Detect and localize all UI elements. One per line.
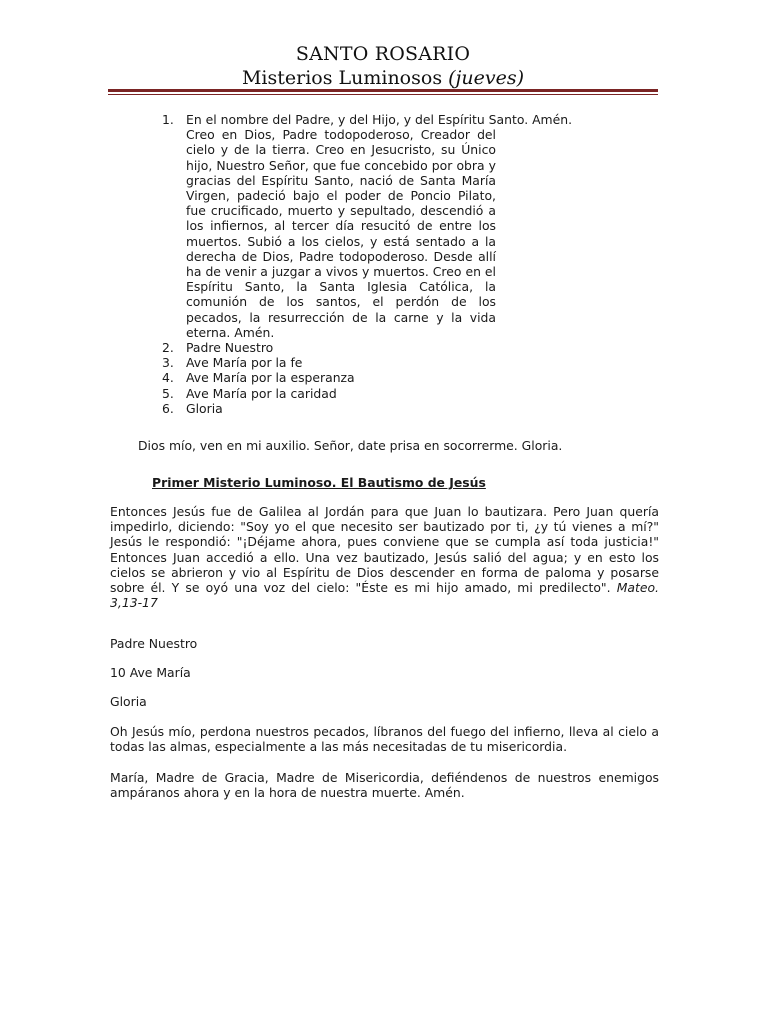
list-item-number: 1. xyxy=(162,112,174,127)
list-item xyxy=(140,386,496,401)
list-item-text: Ave María por la esperanza xyxy=(186,370,355,386)
list-item xyxy=(140,340,496,355)
list-item-number: 2. xyxy=(162,340,174,356)
subtitle-main: Misterios Luminosos xyxy=(241,67,449,89)
subtitle-day: (jueves) xyxy=(448,67,525,89)
gospel-paragraph xyxy=(110,504,659,610)
gospel-reference: Mateo. 3,13-17 xyxy=(110,580,659,611)
oh-jesus-paragraph: Oh Jesús mío, perdona nuestros pecados, líbranos del fuego del infierno, lleva al cielo a todas las almas, especialmente a las más necesitadas de tu misericordia. xyxy=(110,724,659,755)
gospel-text: Entonces Jesús fue de Galilea al Jordán para que Juan lo bautizara. Pero Juan quería impedirlo, diciendo: "Soy yo el que necesito ser bautizado por ti, ¿y tú vienes a mí?" Jesús le respondió: "¡Déjame ahora, pues conviene que se cumpla así toda justicia!" Entonces Juan accedió a ello. Una vez bautizado, Jesús salió del agua; y en esto los cielos se abrieron y vio al Espíritu de Dios descender en forma de paloma y posarse sobre él. Y se oyó una voz del cielo: "Éste es mi hijo amado, mi predilecto". xyxy=(110,504,659,596)
page-header xyxy=(108,42,658,90)
list-item-text: Ave María por la fe xyxy=(186,355,303,371)
list-item-text: Ave María por la caridad xyxy=(186,385,337,401)
ave-maria-line: 10 Ave María xyxy=(110,665,191,680)
list-item-number: 6. xyxy=(162,400,174,416)
mystery-heading: Primer Misterio Luminoso. El Bautismo de Jesús xyxy=(152,475,486,490)
header-divider xyxy=(108,89,658,95)
list-item xyxy=(140,401,496,416)
credo-text: Creo en Dios, Padre todopoderoso, Creador del cielo y de la tierra. Creo en Jesucristo, su Único hijo, Nuestro Señor, que fue concebido por obra y gracias del Espíritu Santo, nació de Santa María Virgen, padeció bajo el poder de Poncio Pilato, fue crucificado, muerto y sepultado, descendió a los infiernos, al tercer día resucitó de entre los muertos. Subió a los cielos, y está sentado a la derecha de Dios, Padre todopoderoso. Desde allí ha de venir a juzgar a vivos y muertos. Creo en el Espíritu Santo, la Santa Iglesia Católica, la comunión de los santos, el perdón de los pecados, la resurrección de la carne y la vida eterna. Amén. xyxy=(186,127,496,340)
divider-thin-line xyxy=(108,94,658,95)
maria-madre-paragraph: María, Madre de Gracia, Madre de Misericordia, defiéndenos de nuestros enemigos ampáranos ahora y en la hora de nuestra muerte. Amén. xyxy=(110,770,659,801)
list-item-number: 5. xyxy=(162,385,174,401)
intro-prayer: Dios mío, ven en mi auxilio. Señor, date prisa en socorrerme. Gloria. xyxy=(138,438,563,453)
list-item xyxy=(140,355,496,370)
page-subtitle xyxy=(108,66,658,90)
list-item-number: 3. xyxy=(162,355,174,371)
list-item xyxy=(140,370,496,385)
page-title: SANTO ROSARIO xyxy=(295,43,471,65)
list-item-text: Gloria xyxy=(186,400,223,416)
sign-of-cross-text: En el nombre del Padre, y del Hijo, y del Espíritu Santo. Amén. xyxy=(186,112,573,127)
list-item-text: Padre Nuestro xyxy=(186,340,274,356)
list-item-number: 4. xyxy=(162,370,174,386)
padre-nuestro-line: Padre Nuestro xyxy=(110,636,198,651)
gloria-line: Gloria xyxy=(110,694,147,709)
prayer-list xyxy=(140,112,573,416)
list-item xyxy=(140,112,573,340)
divider-thick-line xyxy=(108,89,658,92)
